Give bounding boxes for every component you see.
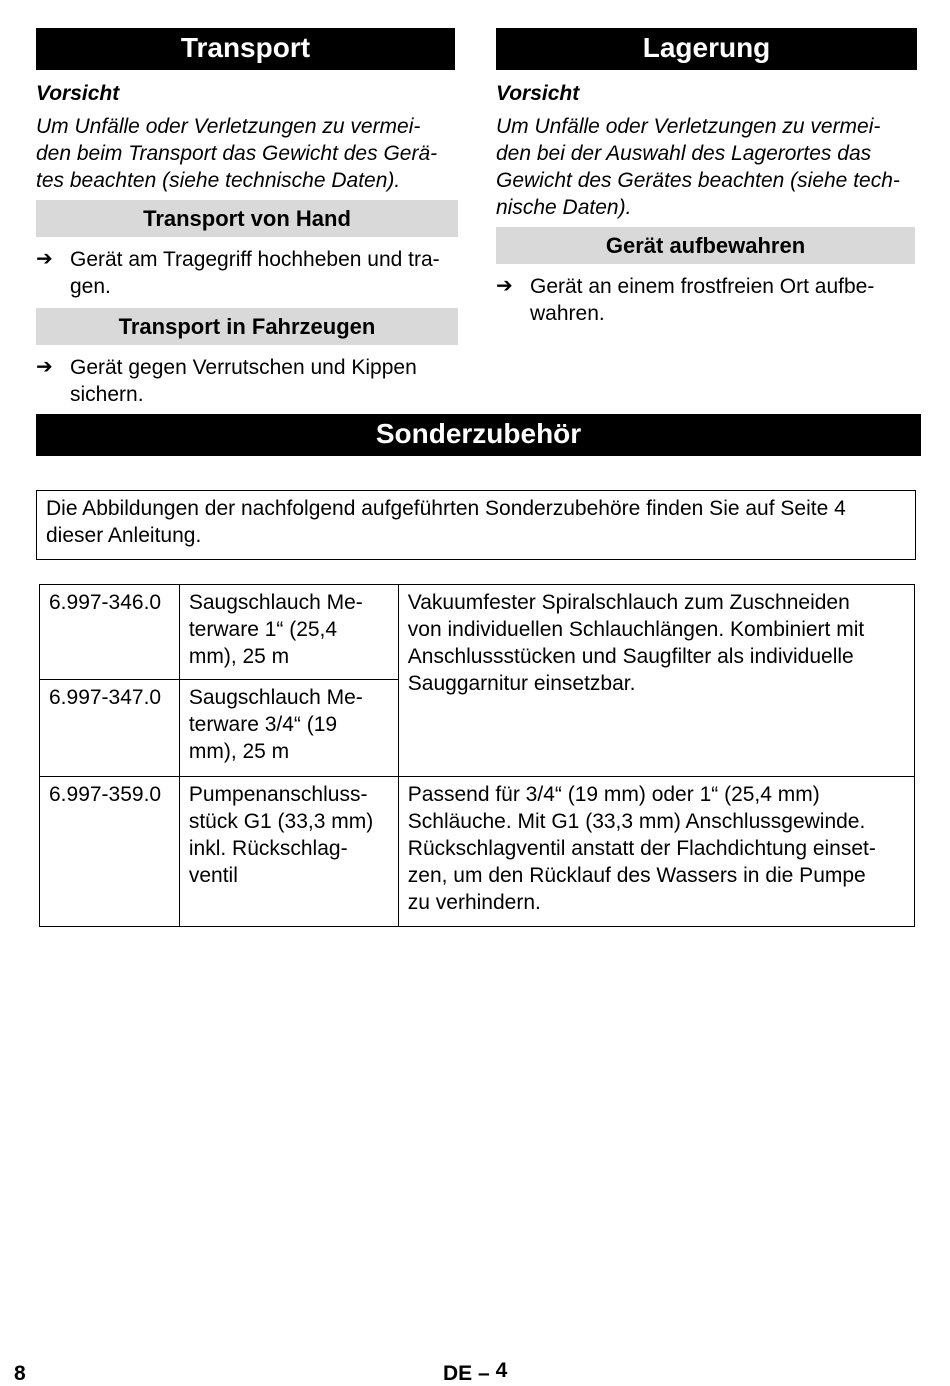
name-line: Saugschlauch Me- [188,686,363,709]
part-name-cell [179,585,398,680]
step-line: wahren. [530,302,605,325]
caution-line: Um Unfälle oder Verletzungen zu vermei- [36,115,421,138]
name-line: ventil [188,864,238,887]
name-line: Saugschlauch Me- [188,591,363,614]
step-line: Gerät gegen Verrutschen und Kippen [70,356,417,379]
transport-caution-heading: Vorsicht [36,82,120,105]
description-line: Passend für 3/4“ (19 mm) oder 1“ (25,4 mm) [407,783,820,806]
part-number-cell: 6.997-347.0 [40,680,180,777]
description-line: von individuellen Schlauchlängen. Kombiniert mit [407,618,865,641]
name-line: terware 1“ (25,4 [188,618,338,641]
arrow-right-icon: ➔ [496,275,513,297]
step-line: gen. [70,275,111,298]
description-line: zen, um den Rücklauf des Wassers in die Pumpe [407,864,866,887]
transport-in-vehicles-heading: Transport in Fahrzeugen [36,308,458,345]
part-number-cell: 6.997-346.0 [40,585,180,680]
table-row [40,777,915,927]
accessories-table [39,584,915,927]
description-line: Sauggarnitur einsetzbar. [407,672,636,695]
transport-by-hand-step [36,246,466,302]
section-page-label [443,1359,508,1386]
transport-in-vehicles-step [36,354,466,410]
caution-line: Um Unfälle oder Verletzungen zu vermei- [496,115,881,138]
transport-by-hand-heading: Transport von Hand [36,200,458,237]
caution-line: tes beachten (siehe technische Daten). [36,169,401,192]
table-row [40,585,915,680]
caution-line: Gewicht des Gerätes beachten (siehe tech- [496,169,900,192]
name-line: terware 3/4“ (19 [188,713,338,736]
section-page-number: 4 [495,1359,508,1382]
caution-line: den bei der Auswahl des Lagerortes das [496,142,872,165]
transport-caution-text [36,113,466,194]
accessories-note [36,490,916,560]
arrow-right-icon: ➔ [36,356,53,378]
description-line: Anschlussstücken und Saugfilter als individuelle [407,645,854,668]
storage-heading: Lagerung [496,28,917,70]
description-cell [398,777,914,927]
description-line: Schläuche. Mit G1 (33,3 mm) Anschlussgewinde. [407,810,866,833]
storage-caution-text [496,113,936,221]
name-line: mm), 25 m [188,740,290,763]
part-name-cell [179,777,398,927]
note-line: dieser Anleitung. [46,524,202,547]
name-line: stück G1 (33,3 mm) [188,810,374,833]
description-cell [398,585,914,777]
caution-line: nische Daten). [496,196,632,219]
step-line: sichern. [70,383,144,406]
arrow-right-icon: ➔ [36,248,53,270]
description-line: Rückschlagventil anstatt der Flachdichtung einset- [407,837,876,860]
accessories-heading: Sonderzubehör [36,414,921,456]
description-line: Vakuumfester Spiralschlauch zum Zuschneiden [407,591,850,614]
storage-caution-heading: Vorsicht [496,82,580,105]
name-line: mm), 25 m [188,645,290,668]
step-line: Gerät an einem frostfreien Ort aufbe- [530,275,875,298]
step-line: Gerät am Tragegriff hochheben und tra- [70,248,440,271]
description-line: zu verhindern. [407,891,541,914]
footer-dash: – [478,1362,490,1385]
storage-store-step [496,273,926,329]
part-name-cell [179,680,398,777]
storage-store-heading: Gerät aufbewahren [496,227,915,264]
note-line: Die Abbildungen der nachfolgend aufgeführten Sonderzubehöre finden Sie auf Seite 4 [46,497,846,520]
language-code: DE [443,1362,473,1385]
page-number: 8 [14,1362,26,1385]
name-line: Pumpenanschluss- [188,783,368,806]
caution-line: den beim Transport das Gewicht des Gerä- [36,142,438,165]
transport-heading: Transport [36,28,455,70]
name-line: inkl. Rückschlag- [188,837,348,860]
part-number-cell: 6.997-359.0 [40,777,180,927]
